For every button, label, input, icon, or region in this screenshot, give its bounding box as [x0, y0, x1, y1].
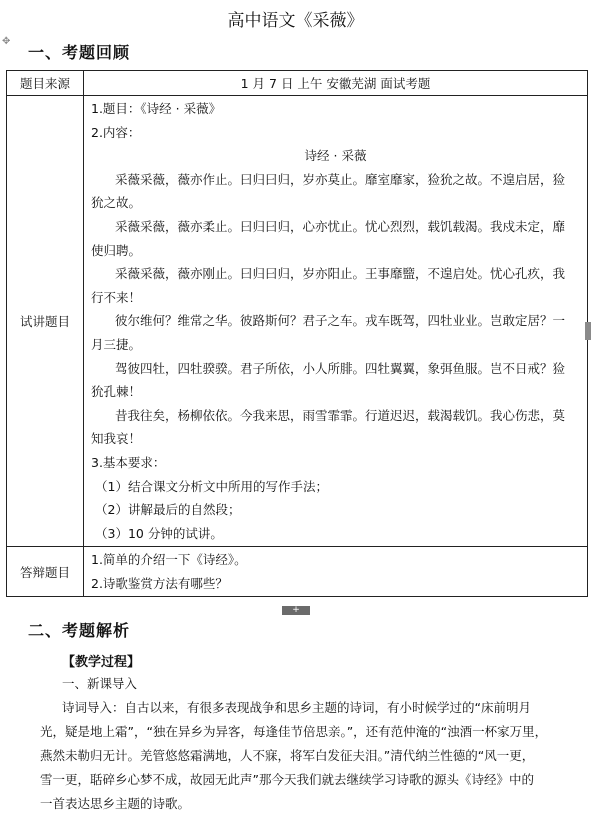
lecture-label: 试讲题目	[7, 96, 84, 547]
lecture-line: 1.题目：《诗经 · 采薇》	[91, 101, 222, 116]
poem-line: 彼尔维何？维常之华。彼路斯何？君子之车。戎车既驾，四牡业业。岂敢定居？一	[115, 313, 566, 329]
defense-line: 1.简单的介绍一下《诗经》。	[91, 552, 247, 568]
poem-line: 知我哀！	[91, 431, 142, 447]
exam-question-table	[6, 70, 588, 597]
poem-line: 狁之故。	[91, 195, 142, 211]
defense-label: 答辩题目	[7, 547, 84, 597]
table-row	[7, 96, 588, 547]
source-label: 题目来源	[7, 71, 84, 96]
defense-content	[84, 547, 588, 597]
poem-line: 驾彼四牡，四牡骙骙。君子所依，小人所腓。四牡翼翼，象弭鱼服。岂不日戒？猃	[115, 360, 566, 376]
add-row-button[interactable]: +	[282, 606, 310, 615]
lecture-line: 3.基本要求：	[91, 454, 166, 470]
poem-line: 使归聘。	[91, 242, 142, 258]
poem-line: 昔我往矣，杨柳依依。今我来思，雨雪霏霏。行道迟迟，载渴载饥。我心伤悲，莫	[115, 407, 566, 423]
poem-line: 行不来！	[91, 289, 142, 305]
teaching-process-heading: 【教学过程】	[62, 655, 141, 670]
table-resize-handle[interactable]	[585, 322, 591, 340]
requirement-item: （3）10 分钟的试讲。	[95, 525, 223, 541]
poem-line: 狁孔棘！	[91, 384, 142, 400]
poem-line: 采薇采薇，薇亦刚止。曰归曰归，岁亦阳止。王事靡盬，不遑启处。忧心孔疚，我	[115, 266, 566, 282]
poem-line: 月三捷。	[91, 336, 142, 352]
requirement-item: （2）讲解最后的自然段；	[95, 502, 241, 518]
defense-line: 2.诗歌鉴赏方法有哪些？	[91, 575, 228, 591]
table-row	[7, 547, 588, 597]
step-heading: 一、新课导入	[62, 676, 138, 691]
poem-title: 诗经 · 采薇	[304, 148, 367, 164]
paragraph-line: 光，疑是地上霜”，“独在异乡为异客，每逢佳节倍思亲。”，还有范仲淹的“浊酒一杯家万里，	[40, 724, 548, 739]
section-heading-review: 一、考题回顾	[28, 43, 131, 62]
poem-line: 采薇采薇，薇亦柔止。曰归曰归，心亦忧止。忧心烈烈，载饥载渴。我戍未定，靡	[115, 218, 566, 234]
requirement-item: （1）结合课文分析文中所用的写作手法；	[95, 478, 328, 494]
source-value: 1 月 7 日 上午 安徽芜湖 面试考题	[84, 71, 588, 96]
paragraph-line: 一首表达思乡主题的诗歌。	[40, 796, 191, 811]
poem-line: 采薇采薇，薇亦作止。曰归曰归，岁亦莫止。靡室靡家，猃狁之故。不遑启居，猃	[115, 171, 566, 187]
lecture-content	[84, 96, 588, 547]
lecture-line: 2.内容：	[91, 124, 141, 140]
document-title: 高中语文《采薇》	[227, 11, 364, 31]
paragraph-line: 燕然未勒归无计。羌管悠悠霜满地，人不寐，将军白发征夫泪。”清代纳兰性德的“风一更，	[40, 748, 535, 763]
section-heading-analysis: 二、考题解析	[28, 621, 131, 640]
move-anchor-icon[interactable]: ✥	[2, 36, 11, 47]
paragraph-line: 雪一更，聒碎乡心梦不成，故园无此声”那今天我们就去继续学习诗歌的源头《诗经》中的	[40, 772, 534, 787]
paragraph-line: 诗词导入：自古以来，有很多表现战争和思乡主题的诗词，有小时候学过的“床前明月	[62, 700, 531, 715]
table-row	[7, 71, 588, 96]
